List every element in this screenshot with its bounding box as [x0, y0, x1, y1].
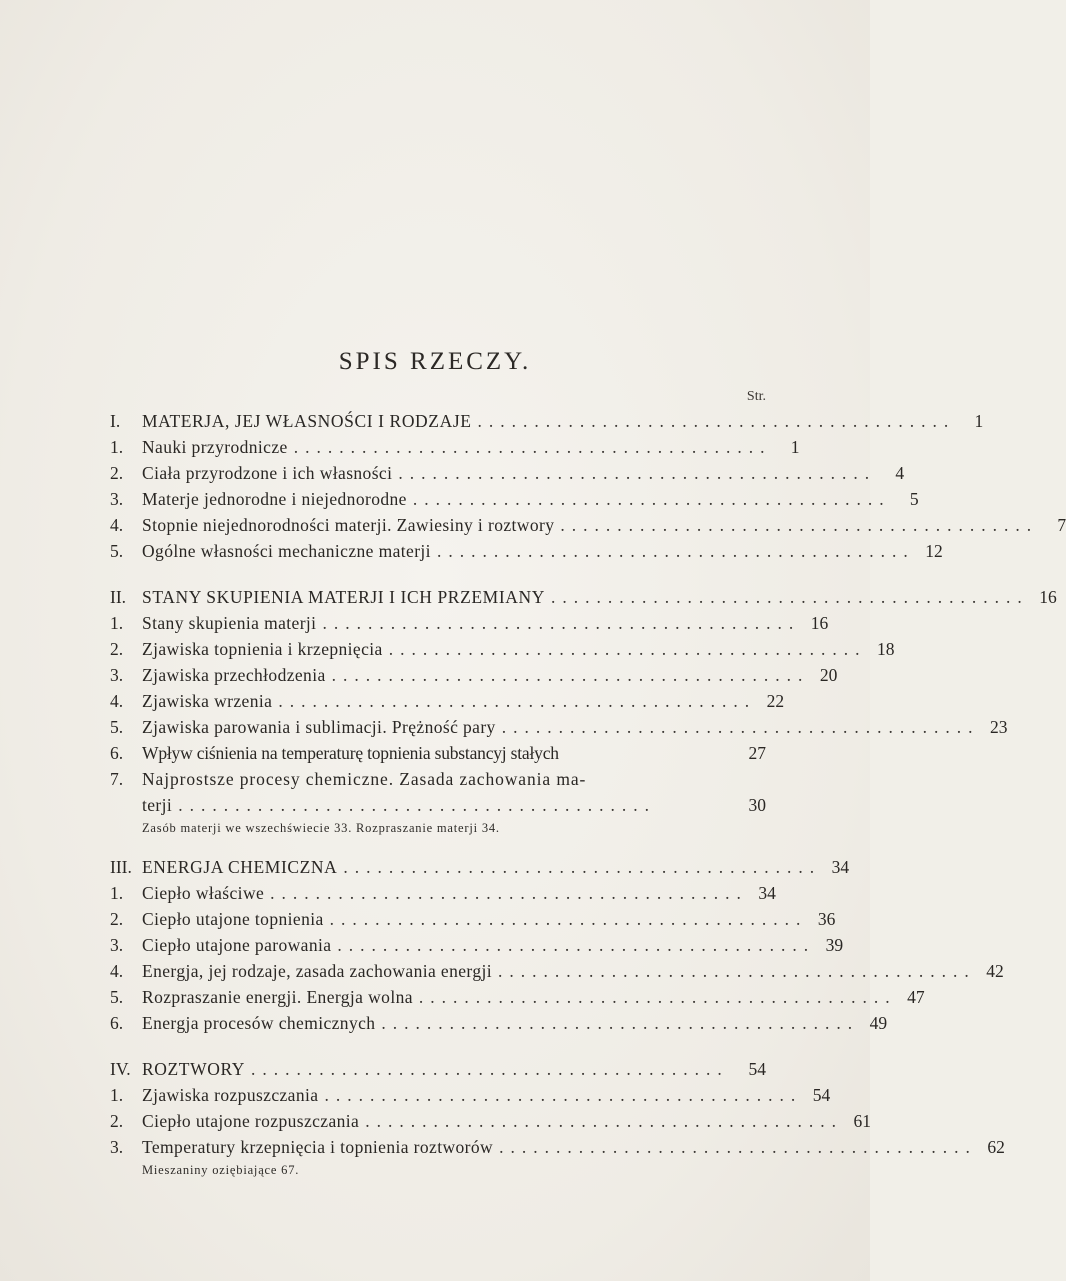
entry-number: 1. [110, 613, 124, 633]
entry-number: 4. [110, 961, 124, 981]
page-number: 1 [974, 411, 984, 431]
leader-dots: .......................................... [398, 463, 877, 483]
toc-entry [110, 688, 785, 714]
leader-dots: .......................................... [337, 935, 816, 955]
page-column-label: Str. [746, 389, 766, 404]
page-number: 36 [817, 909, 836, 929]
leader-dots: .......................................... [381, 1013, 860, 1033]
leader-dots: .......................................... [499, 1137, 977, 1157]
page-number: 34 [831, 857, 850, 877]
page-number: 1 [790, 437, 800, 457]
leader-dots: .......................................... [560, 515, 1039, 535]
entry-number: 5. [110, 987, 124, 1007]
page-number: 5 [909, 489, 919, 509]
toc-chapter [110, 854, 850, 880]
leader-dots: .......................................... [365, 1111, 843, 1131]
toc-entry [110, 958, 1004, 984]
entry-title: Temperatury krzepnięcia i topnienia roztworów [142, 1137, 494, 1157]
page-title: SPIS RZECZY. [338, 348, 532, 375]
section-note: Mieszaniny oziębiające 67. [142, 1163, 300, 1177]
toc-entry [110, 538, 943, 564]
page-number: 42 [986, 961, 1004, 981]
page-number: 30 [748, 795, 766, 815]
page-number: 18 [876, 639, 895, 659]
entry-title: Zjawiska topnienia i krzepnięcia [142, 639, 383, 659]
entry-number: 5. [110, 541, 124, 561]
leader-dots: .......................................... [418, 987, 897, 1007]
leader-dots: .......................................... [498, 961, 976, 981]
entry-number: 7. [110, 769, 124, 789]
leader-dots: .......................................... [322, 613, 801, 633]
toc-entry [110, 766, 766, 792]
chapter-title: ROZTWORY [142, 1059, 245, 1079]
chapter-number: II. [110, 587, 127, 607]
entry-number: 2. [110, 639, 124, 659]
entry-number: 6. [110, 1013, 124, 1033]
page-number: 47 [907, 987, 925, 1007]
toc-entry [110, 1082, 831, 1108]
leader-dots: .......................................... [251, 1059, 729, 1079]
page-number: 27 [748, 743, 766, 763]
page-number: 7 [1057, 515, 1066, 535]
page-number: 54 [812, 1085, 831, 1105]
leader-dots: .......................................... [343, 857, 822, 877]
entry-number: 4. [110, 515, 124, 535]
page-number: 34 [758, 883, 776, 903]
toc-entry [110, 740, 766, 766]
entry-title-line2: terji [142, 795, 173, 815]
page-number: 61 [853, 1111, 871, 1131]
toc-chapter [110, 1056, 766, 1082]
entry-number: 4. [110, 691, 124, 711]
leader-dots: .......................................... [412, 489, 891, 509]
entry-number: 1. [110, 883, 124, 903]
page-number: 20 [819, 665, 838, 685]
entry-title: Ogólne własności mechaniczne materji [142, 541, 431, 561]
toc-entry [110, 880, 776, 906]
entry-number: 3. [110, 1137, 124, 1157]
toc-entry [110, 714, 1008, 740]
leader-dots: .......................................... [501, 717, 980, 737]
section-note: Zasób materji we wszechświecie 33. Rozpraszanie materji 34. [142, 821, 500, 835]
entry-number: 3. [110, 935, 124, 955]
page-number: 22 [766, 691, 785, 711]
entry-title: Stany skupienia materji [142, 613, 317, 633]
entry-title: Wpływ ciśnienia na temperaturę topnienia substancyj stałych [142, 743, 559, 763]
page-number: 23 [989, 717, 1008, 737]
toc-entry [110, 636, 895, 662]
page-number: 12 [925, 541, 943, 561]
chapter-title: ENERGJA CHEMICZNA [142, 857, 338, 877]
page-number: 62 [987, 1137, 1005, 1157]
toc-entry [110, 906, 836, 932]
leader-dots: .......................................... [331, 665, 810, 685]
chapter-title: MATERJA, JEJ WŁASNOŚCI I RODZAJE [142, 411, 472, 431]
toc-entry [110, 984, 925, 1010]
entry-title: Nauki przyrodnicze [142, 437, 288, 457]
toc-entry [110, 610, 829, 636]
entry-title: Materje jednorodne i niejednorodne [142, 489, 407, 509]
leader-dots: .......................................... [329, 909, 808, 929]
toc-entry-continuation [110, 792, 766, 818]
leader-dots: .......................................... [324, 1085, 803, 1105]
leader-dots: .......................................... [388, 639, 867, 659]
toc-entry [110, 1134, 1005, 1160]
toc-entry [110, 512, 1066, 538]
leader-dots: .......................................... [477, 411, 956, 431]
entry-number: 2. [110, 1111, 124, 1131]
page-number: 39 [825, 935, 844, 955]
page-number: 16 [1039, 587, 1057, 607]
leader-dots: .......................................... [270, 883, 748, 903]
toc-entry [110, 460, 905, 486]
leader-dots: .......................................... [178, 795, 656, 815]
toc-entry [110, 1010, 888, 1036]
entry-number: 5. [110, 717, 124, 737]
toc-entry [110, 932, 844, 958]
entry-title: Zjawiska wrzenia [142, 691, 273, 711]
chapter-number: III. [110, 857, 132, 877]
entry-title: Ciepło właściwe [142, 883, 265, 903]
entry-number: 2. [110, 909, 124, 929]
table-of-contents [110, 386, 1066, 1180]
page-number: 54 [748, 1059, 766, 1079]
entry-title: Ciepło utajone parowania [142, 935, 332, 955]
entry-title: Rozpraszanie energji. Energja wolna [142, 987, 413, 1007]
toc-entry [110, 1108, 871, 1134]
entry-title-line1: Najprostsze procesy chemiczne. Zasada zachowania ma- [142, 769, 587, 789]
entry-number: 3. [110, 489, 124, 509]
page-number: 4 [895, 463, 905, 483]
entry-title: Ciepło utajone rozpuszczania [142, 1111, 360, 1131]
entry-title: Stopnie niejednorodności materji. Zawiesiny i roztwory [142, 515, 555, 535]
leader-dots: .......................................... [293, 437, 772, 457]
entry-number: 1. [110, 1085, 124, 1105]
toc-entry [110, 486, 919, 512]
chapter-number: IV. [110, 1059, 131, 1079]
toc-entry [110, 434, 800, 460]
page-number: 16 [810, 613, 829, 633]
entry-title: Zjawiska rozpuszczania [142, 1085, 319, 1105]
leader-dots: .......................................... [550, 587, 1029, 607]
chapter-number: I. [110, 411, 121, 431]
toc-chapter [110, 584, 1057, 610]
toc-entry [110, 662, 838, 688]
entry-number: 1. [110, 437, 124, 457]
entry-title: Zjawiska przechłodzenia [142, 665, 326, 685]
entry-title: Energja procesów chemicznych [142, 1013, 376, 1033]
entry-number: 3. [110, 665, 124, 685]
entry-title: Energja, jej rodzaje, zasada zachowania energji [142, 961, 492, 981]
entry-number: 2. [110, 463, 124, 483]
entry-number: 6. [110, 743, 124, 763]
entry-title: Ciepło utajone topnienia [142, 909, 324, 929]
leader-dots: .......................................... [436, 541, 915, 561]
page-number: 49 [869, 1013, 888, 1033]
toc-chapter [110, 408, 984, 434]
entry-title: Ciała przyrodzone i ich własności [142, 463, 393, 483]
chapter-title: STANY SKUPIENIA MATERJI I ICH PRZEMIANY [142, 587, 545, 607]
leader-dots: .......................................... [278, 691, 757, 711]
entry-title: Zjawiska parowania i sublimacji. Prężność pary [142, 717, 496, 737]
